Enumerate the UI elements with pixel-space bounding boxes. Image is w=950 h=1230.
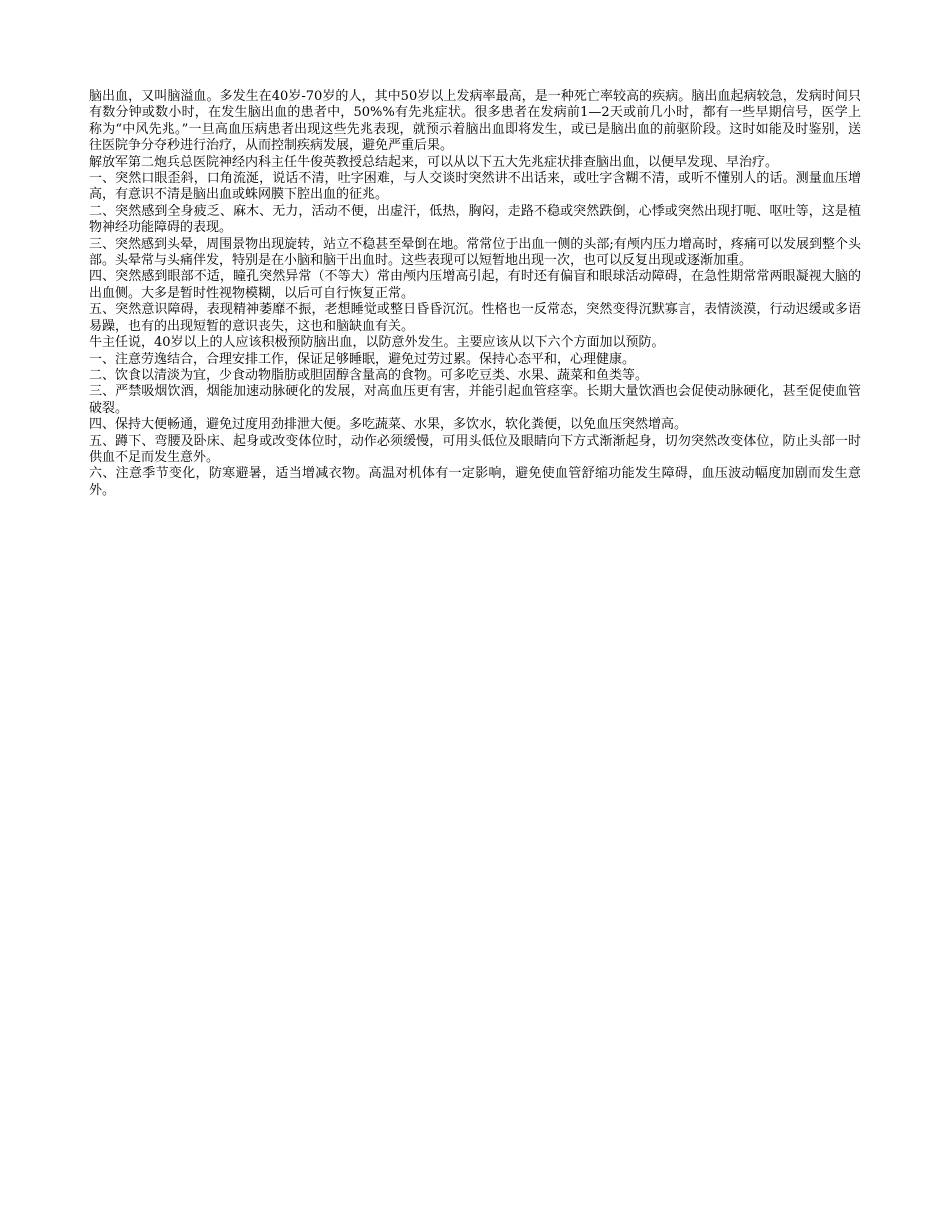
paragraph-symptoms-intro: 解放军第二炮兵总医院神经内科主任牛俊英教授总结起来，可以从以下五大先兆症状排查脑出血，以便早发现、早治疗。 [89,154,779,170]
paragraph-prevention-5: 五、蹲下、弯腰及卧床、起身或改变体位时，动作必须缓慢，可用头低位及眼睛向下方式渐渐起身，切勿突然改变体位，防止头部一时供血不足而发生意外。 [89,433,861,465]
paragraph-symptom-3: 三、突然感到头晕，周围景物出现旋转，站立不稳甚至晕倒在地。常常位于出血一侧的头部;有颅内压力增高时，疼痛可以发展到整个头部。头晕常与头痛伴发，特别是在小脑和脑干出血时。这些表现可以短暂地出现一次，也可以反复出现或逐渐加重。 [89,236,861,269]
paragraph-symptom-5: 五、突然意识障碍，表现精神萎靡不振，老想睡觉或整日昏昏沉沉。性格也一反常态，突然变得沉默寡言，表情淡漠，行动迟缓或多语易躁，也有的出现短暂的意识丧失，这也和脑缺血有关。 [89,302,861,334]
paragraph-prevention-6: 六、注意季节变化，防寒避暑，适当增减衣物。高温对机体有一定影响，避免使血管舒缩功能发生障碍，血压波动幅度加剧而发生意外。 [89,466,861,498]
paragraph-prevention-2: 二、饮食以清淡为宜，少食动物脂肪或胆固醇含量高的食物。可多吃豆类、水果、蔬菜和鱼类等。 [89,367,649,383]
paragraph-prevention-intro: 牛主任说，40岁以上的人应该积极预防脑出血，以防意外发生。主要应该从以下六个方面加以预防。 [89,335,665,351]
paragraph-prevention-1: 一、注意劳逸结合，合理安排工作，保证足够睡眠，避免过劳过累。保持心态平和，心理健康。 [89,351,636,367]
paragraph-symptom-2: 二、突然感到全身疲乏、麻木、无力，活动不便，出虚汗，低热，胸闷，走路不稳或突然跌倒，心悸或突然出现打呃、呕吐等，这是植物神经功能障碍的表现。 [89,203,861,236]
paragraph-symptom-4: 四、突然感到眼部不适，瞳孔突然异常（不等大）常由颅内压增高引起，有时还有偏盲和眼球活动障碍，在急性期常常两眼凝视大脑的出血侧。大多是暂时性视物模糊，以后可自行恢复正常。 [89,269,861,301]
paragraph-prevention-4: 四、保持大便畅通，避免过度用劲排泄大便。多吃蔬菜、水果，多饮水，软化粪便，以免血压突然增高。 [89,417,688,433]
document-body [89,89,861,499]
paragraph-intro: 脑出血，又叫脑溢血。多发生在40岁-70岁的人，其中50岁以上发病率最高，是一种死亡率较高的疾病。脑出血起病较急，发病时间只有数分钟或数小时，在发生脑出血的患者中，50%%有先兆症状。很多患者在发病前1—2天或前几小时，都有一些早期信号，医学上称为“中风先兆。”一旦高血压病患者出现这些先兆表现，就预示着脑出血即将发生，或已是脑出血的前驱阶段。这时如能及时鉴别，送往医院争分夺秒进行治疗，从而控制疾病发展，避免严重后果。 [89,89,861,154]
paragraph-prevention-3: 三、严禁吸烟饮酒，烟能加速动脉硬化的发展，对高血压更有害，并能引起血管痉挛。长期大量饮酒也会促使动脉硬化，甚至促使血管破裂。 [89,384,861,416]
paragraph-symptom-1: 一、突然口眼歪斜，口角流涎，说话不清，吐字困难，与人交谈时突然讲不出话来，或吐字含糊不清，或听不懂别人的话。测量血压增高，有意识不清是脑出血或蛛网膜下腔出血的征兆。 [89,171,861,203]
